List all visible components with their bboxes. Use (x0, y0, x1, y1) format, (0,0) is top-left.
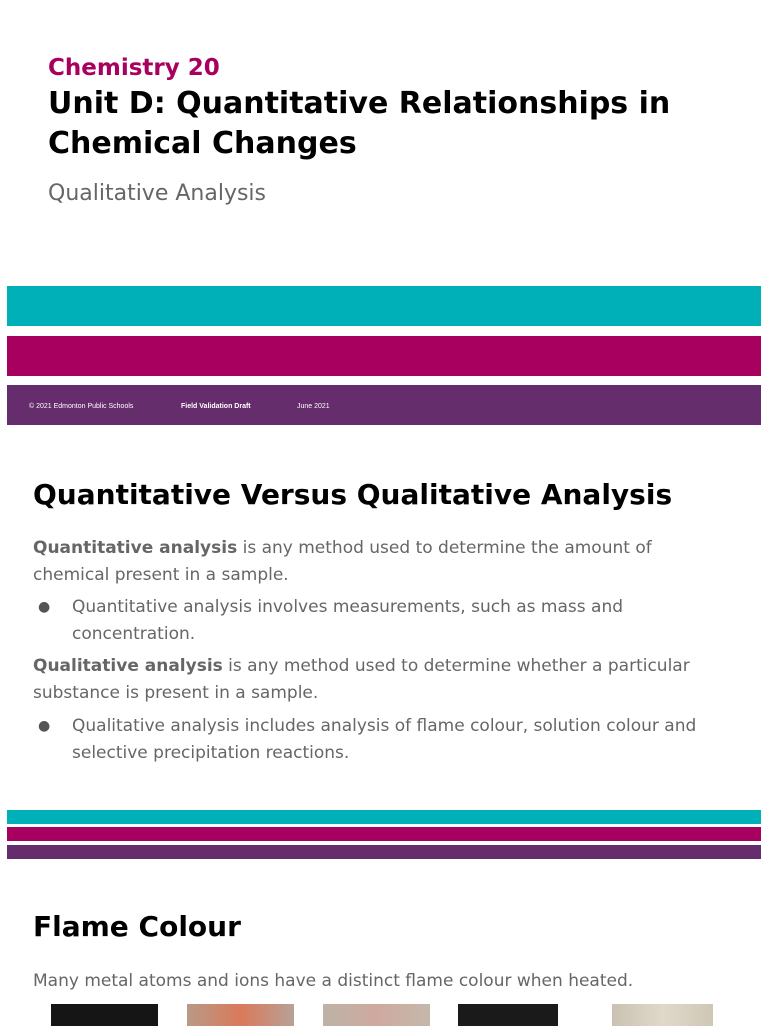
paragraph-quantitative (33, 535, 733, 589)
teal-divider (7, 810, 761, 824)
bullet-dot: ● (38, 599, 51, 615)
section-heading-analysis: Quantitative Versus Qualitative Analysis (33, 478, 673, 511)
term-quantitative: Quantitative analysis (33, 538, 238, 558)
bullet-text: Quantitative analysis involves measurements, such as mass and concentration. (72, 597, 624, 644)
subtitle: Qualitative Analysis (48, 181, 267, 206)
teal-band (7, 286, 761, 326)
term-qualitative: Qualitative analysis (33, 656, 223, 676)
flame-photo (187, 1004, 294, 1026)
course-label: Chemistry 20 (48, 55, 220, 81)
paragraph-flame: Many metal atoms and ions have a distinct flame colour when heated. (33, 971, 634, 991)
flame-photo (323, 1004, 430, 1026)
footer-draft: Field Validation Draft (181, 403, 251, 410)
definition-qualitative: is any method used to determine whether a particular substance is present in a sample. (33, 656, 690, 703)
footer-date: June 2021 (297, 403, 330, 410)
magenta-divider (7, 827, 761, 841)
flame-photo (458, 1004, 558, 1026)
purple-divider (7, 845, 761, 859)
definition-quantitative: is any method used to determine the amount of chemical present in a sample. (33, 538, 652, 585)
section-heading-flame: Flame Colour (33, 910, 241, 943)
bullet-dot: ● (38, 718, 51, 734)
footer-copyright: © 2021 Edmonton Public Schools (29, 403, 134, 410)
bullet-text: Qualitative analysis includes analysis of flame colour, solution colour and selective precipitation reactions. (72, 716, 697, 763)
magenta-band (7, 336, 761, 376)
flame-photo (612, 1004, 713, 1026)
unit-title: Unit D: Quantitative Relationships in Chemical Changes (48, 86, 671, 161)
paragraph-qualitative (33, 653, 733, 707)
flame-photo (51, 1004, 158, 1026)
